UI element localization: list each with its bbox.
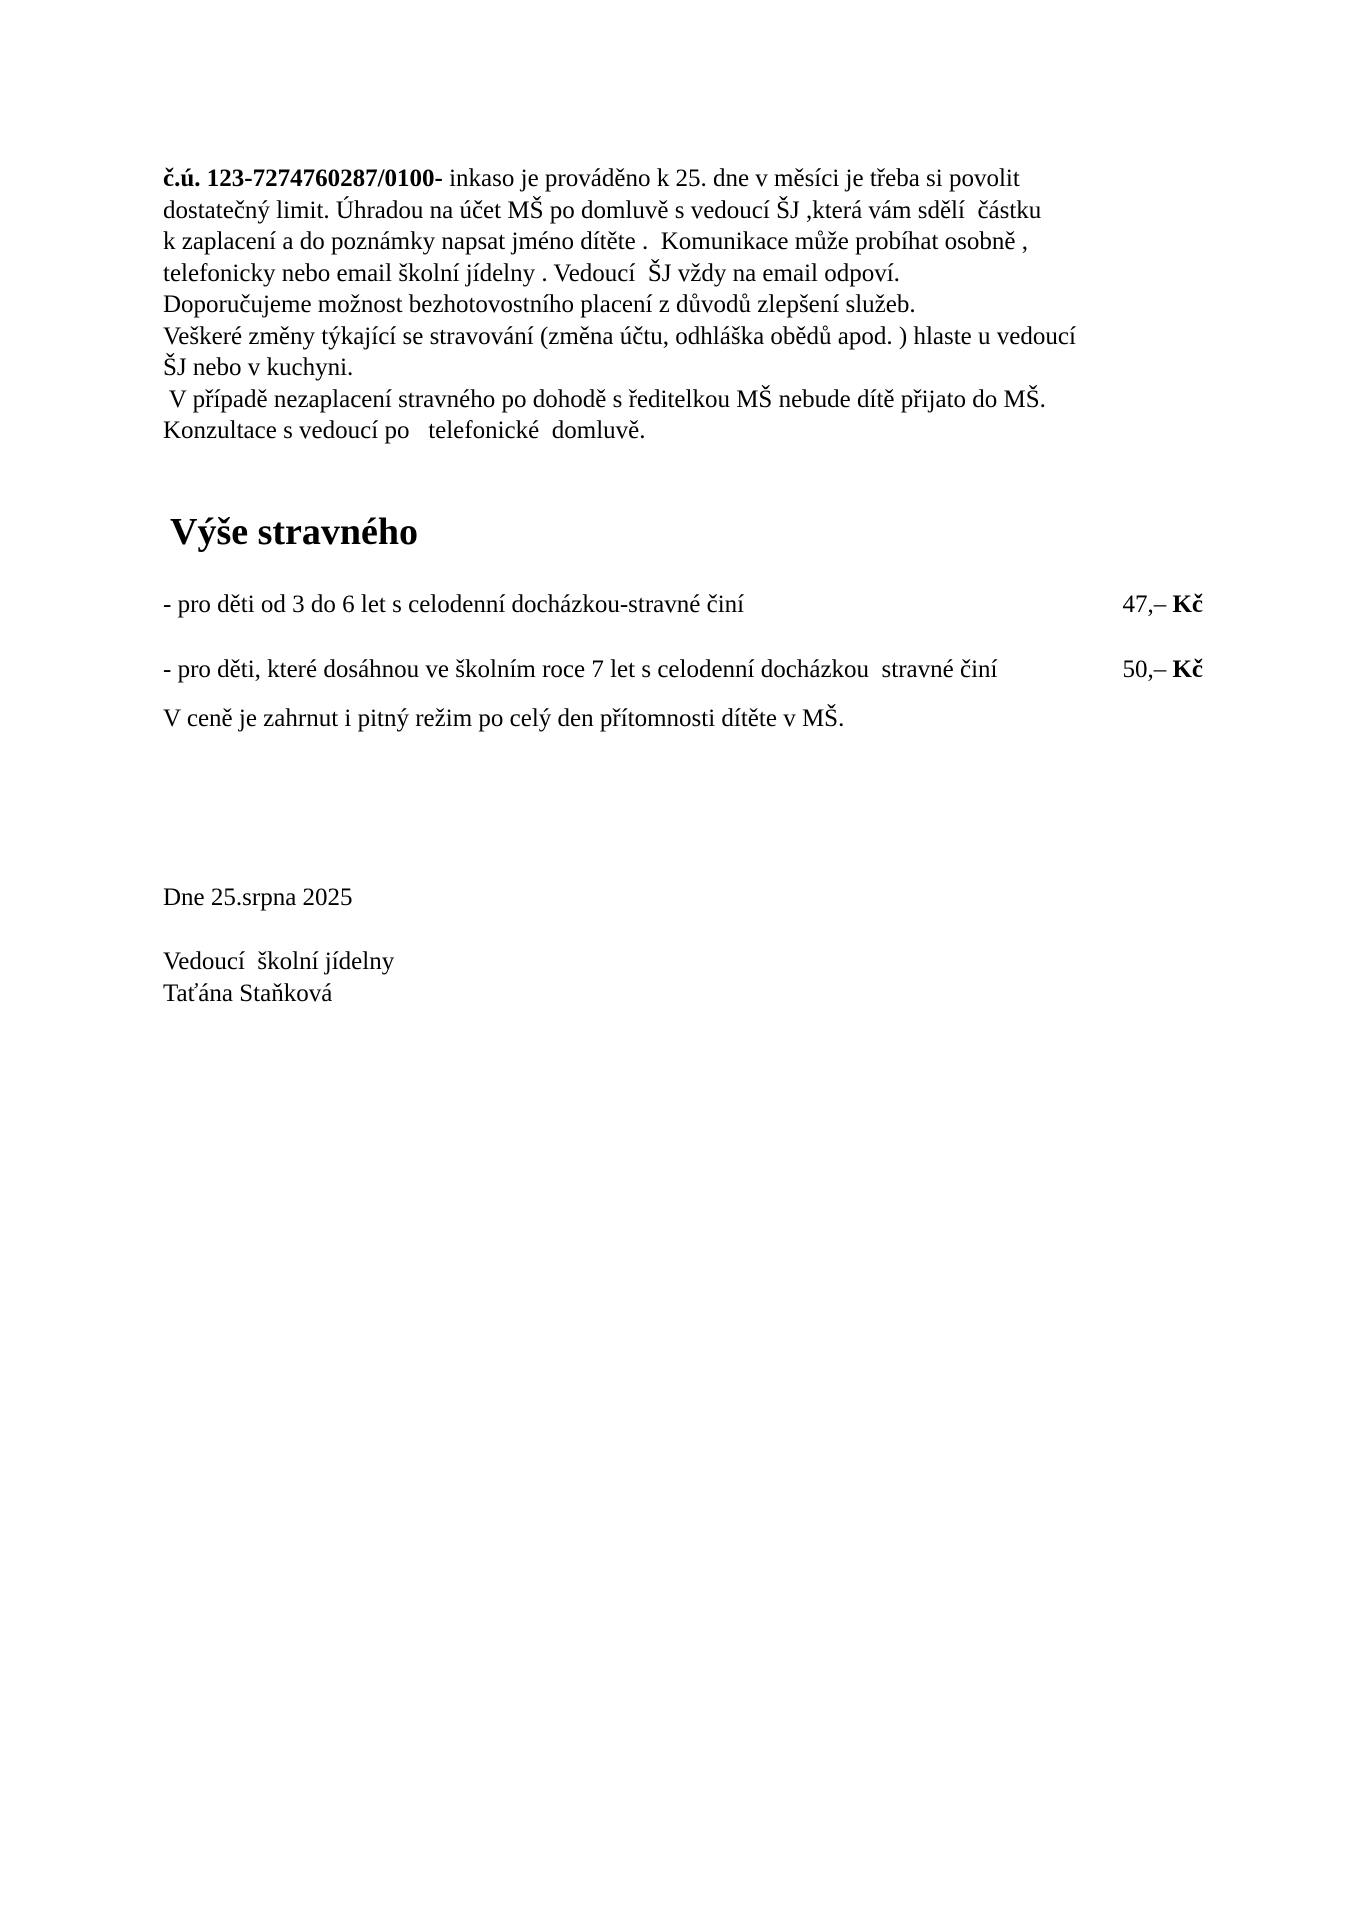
payment-info-line-3: k zaplacení a do poznámky napsat jméno dítěte . Komunikace může probíhat osobně , <box>163 228 1029 255</box>
payment-info-line-2: dostatečný limit. Úhradou na účet MŠ po domluvě s vedoucí ŠJ ,která vám sdělí částku <box>163 196 1042 224</box>
price-row <box>163 654 1203 685</box>
document-date: Dne 25.srpna 2025 <box>163 884 353 911</box>
drinking-regime-note: V ceně je zahrnut i pitný režim po celý den přítomnosti dítěte v MŠ. <box>163 705 845 732</box>
payment-info-line-4: telefonicky nebo email školní jídelny . Vedoucí ŠJ vždy na email odpoví. <box>163 259 900 287</box>
section-heading: Výše stravného <box>170 511 419 553</box>
price-currency: Kč <box>1172 656 1203 683</box>
signature-block <box>163 946 394 1010</box>
signature-name: Taťána Staňková <box>163 980 333 1007</box>
payment-info-line-1 <box>163 163 1223 195</box>
bank-account-number: č.ú. 123-7274760287/0100- <box>163 165 443 192</box>
price-row <box>163 589 1203 620</box>
price-value <box>1122 589 1203 620</box>
price-description: - pro děti, které dosáhnou ve školním roce 7 let s celodenní docházkou stravné činí <box>163 656 998 683</box>
price-description: - pro děti od 3 do 6 let s celodenní docházkou-stravné činí <box>163 591 745 618</box>
payment-info-line-1-text: inkaso je prováděno k 25. dne v měsíci je třeba si povolit <box>442 165 1020 192</box>
payment-info-line-5: Doporučujeme možnost bezhotovostního placení z důvodů zlepšení služeb. <box>163 291 916 318</box>
price-value <box>1122 654 1203 685</box>
signature-role: Vedoucí školní jídelny <box>163 948 395 975</box>
payment-info-line-6: Veškeré změny týkající se stravování (změna účtu, odhláška obědů apod. ) hlaste u vedoucí <box>163 322 1076 350</box>
price-amount: 47,– <box>1122 591 1167 618</box>
payment-info-line-7: ŠJ nebo v kuchyni. <box>163 354 354 381</box>
payment-info-line-9: Konzultace s vedoucí po telefonické domluvě. <box>163 417 646 444</box>
price-currency: Kč <box>1172 591 1203 618</box>
price-amount: 50,– <box>1122 656 1167 683</box>
payment-info-paragraph <box>163 163 1223 447</box>
payment-info-line-8: V případě nezaplacení stravného po dohodě s ředitelkou MŠ nebude dítě přijato do MŠ. <box>163 385 1046 413</box>
